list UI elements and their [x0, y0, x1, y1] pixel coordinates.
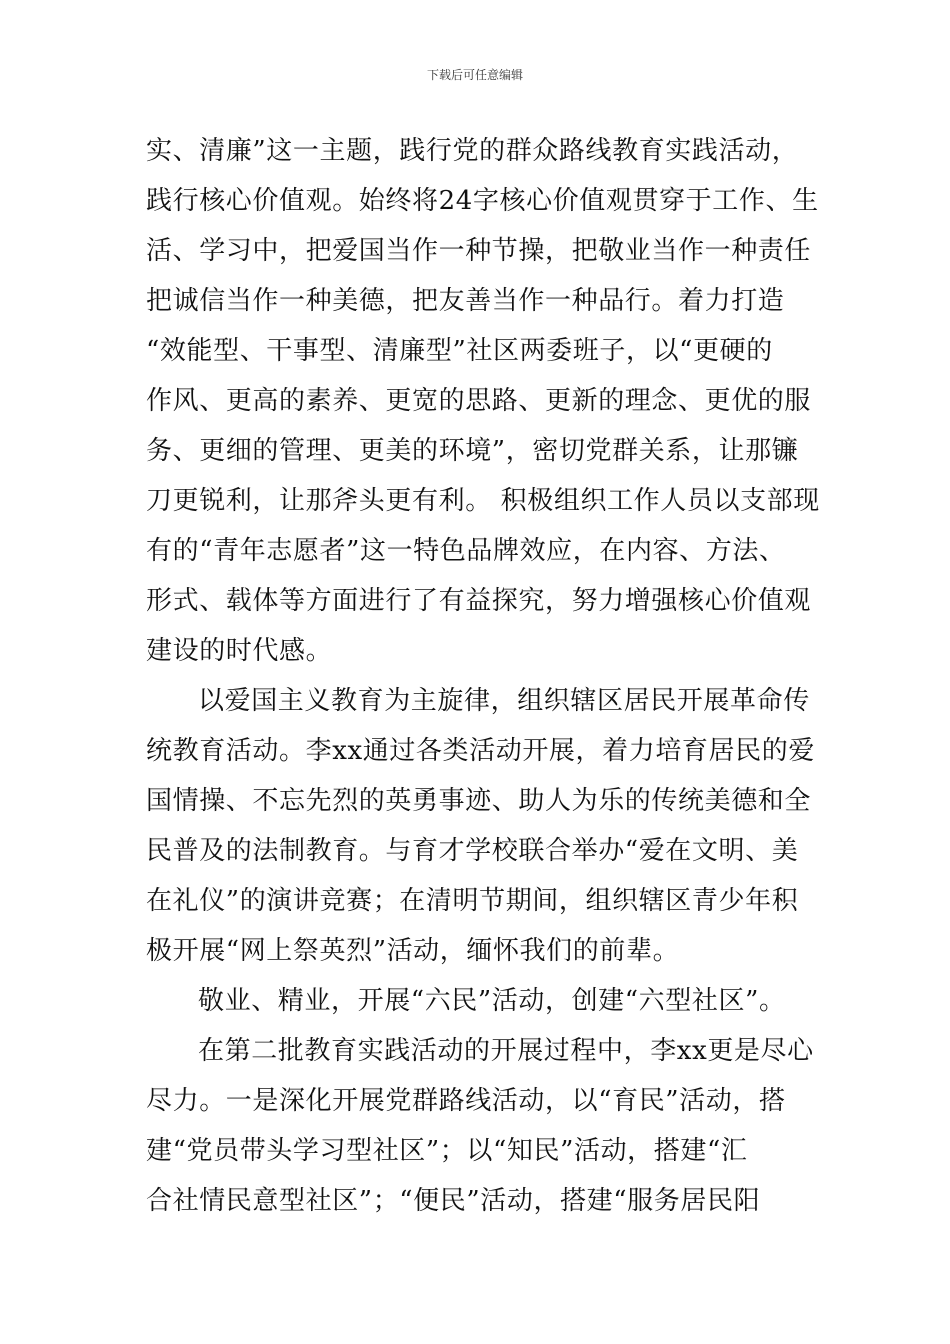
text-line: 尽力。一是深化开展党群路线活动，以“育民”活动，搭 [146, 1086, 786, 1116]
text-line: 实、清廉”这一主题，践行党的群众路线教育实践活动， [146, 136, 799, 166]
text-line: 建设的时代感。 [146, 636, 333, 666]
text-line: 作风、更高的素养、更宽的思路、更新的理念、更优的服 [146, 386, 812, 416]
text-line: 建“党员带头学习型社区”；以“知民”活动，搭建“汇 [146, 1136, 748, 1166]
text-line: 务、更细的管理、更美的环境”，密切党群关系，让那镰 [146, 436, 799, 466]
text-line: 把诚信当作一种美德，把友善当作一种品行。着力打造 [146, 286, 785, 316]
text-line: 民普及的法制教育。与育才学校联合举办“爱在文明、美 [146, 836, 799, 866]
text-line: 刀更锐利，让那斧头更有利。 积极组织工作人员以支部现 [146, 486, 820, 516]
text-line: 在礼仪”的演讲竞赛；在清明节期间，组织辖区青少年积 [146, 886, 799, 916]
paragraph-start-line: 敬业、精业，开展“六民”活动，创建“六型社区”。 [198, 986, 786, 1016]
text-line: 有的“青年志愿者”这一特色品牌效应，在内容、方法、 [146, 536, 786, 566]
paragraph-start-line: 以爱国主义教育为主旋律，组织辖区居民开展革命传 [198, 686, 810, 716]
text-line: 极开展“网上祭英烈”活动，缅怀我们的前辈。 [146, 936, 680, 966]
text-line: 践行核心价值观。始终将24字核心价值观贯穿于工作、生 [146, 186, 819, 216]
text-line: 活、学习中，把爱国当作一种节操，把敬业当作一种责任 [146, 236, 812, 266]
page-header-note: 下载后可任意编辑 [426, 68, 523, 82]
text-line: 统教育活动。李xx通过各类活动开展，着力培育居民的爱 [146, 736, 815, 766]
text-line: “效能型、干事型、清廉型”社区两委班子，以“更硬的 [146, 336, 773, 366]
paragraph-start-line: 在第二批教育实践活动的开展过程中，李xx更是尽心 [198, 1036, 814, 1066]
document-body [146, 126, 826, 1226]
text-line: 国情操、不忘先烈的英勇事迹、助人为乐的传统美德和全 [146, 786, 812, 816]
text-line: 形式、载体等方面进行了有益探究，努力增强核心价值观 [146, 586, 812, 616]
text-line: 合社情民意型社区”；“便民”活动，搭建“服务居民阳 [146, 1186, 761, 1216]
